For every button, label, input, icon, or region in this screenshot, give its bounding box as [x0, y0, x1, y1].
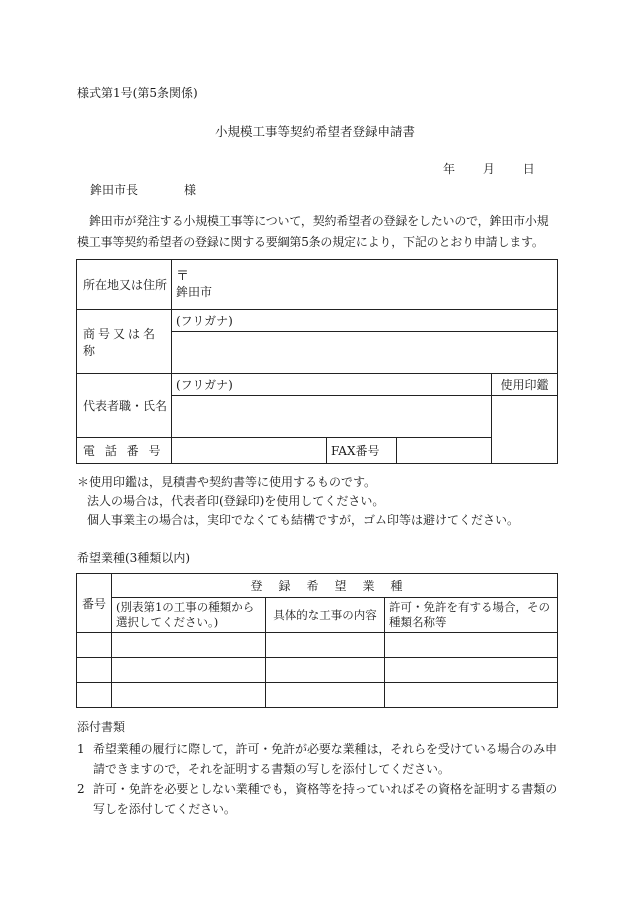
document-title: 小規模工事等契約希望者登録申請書 [214, 124, 415, 139]
date-year: 年 [443, 162, 456, 176]
applicant-table [76, 259, 558, 464]
attachment-text: 許可・免許を必要としない業種でも，資格等を持っていればその資格を証明する書類の写しを添付してください。 [93, 782, 558, 816]
intro-paragraph: 鉾田市が発注する小規模工事等について，契約希望者の登録をしたいので，鉾田市小規模工事等契約希望者の登録に関する要綱第5条の規定により，下記のとおり申請します。 [77, 214, 549, 249]
row-number-cell[interactable] [77, 658, 112, 683]
address-field[interactable] [172, 260, 558, 310]
attachments-title: 添付書類 [77, 720, 126, 734]
note-line: 個人事業主の場合は，実印でなくても結構ですが，ゴム印等は避けてください。 [87, 513, 520, 527]
table-row [77, 658, 558, 683]
address-label: 所在地又は住所 [77, 260, 172, 310]
business-section-label: 希望業種(3種類以内) [77, 551, 190, 565]
attachment-text: 希望業種の履行に際して，許可・免許が必要な業種は，それらを受けている場合のみ申請できますので，それを証明する書類の写しを添付してください。 [93, 742, 557, 776]
phone-field[interactable] [172, 438, 327, 464]
addressee [90, 181, 196, 198]
fax-field[interactable] [397, 438, 492, 464]
attachment-item [77, 779, 559, 819]
row-number-cell[interactable] [77, 683, 112, 708]
date-day: 日 [522, 162, 535, 176]
attachment-number: 2 [77, 782, 85, 796]
rep-name-field[interactable] [172, 396, 492, 438]
business-main-header: 登録希望業種 [112, 574, 558, 598]
license-cell[interactable] [385, 658, 558, 683]
representative-label: 代表者職・氏名 [77, 374, 172, 438]
column-header-content: 具体的な工事の内容 [266, 598, 385, 633]
work-content-cell[interactable] [266, 633, 385, 658]
seal-label: 使用印鑑 [492, 374, 558, 396]
company-label: 商号又は名称 [77, 310, 172, 374]
notes [77, 473, 519, 530]
license-cell[interactable] [385, 683, 558, 708]
work-content-cell[interactable] [266, 658, 385, 683]
addressee-honorific: 様 [184, 183, 197, 197]
work-content-cell[interactable] [266, 683, 385, 708]
company-furigana-field[interactable] [172, 310, 558, 332]
addressee-name: 鉾田市長 [90, 183, 139, 197]
row-number-cell[interactable] [77, 633, 112, 658]
column-header-license: 許可・免許を有する場合，その種類名称等 [385, 598, 558, 633]
rep-furigana-label: (フリガナ) [176, 378, 233, 392]
date-line [443, 160, 535, 177]
postal-mark: 〒 [176, 268, 190, 284]
license-cell[interactable] [385, 633, 558, 658]
note-line: 法人の場合は，代表者印(登録印)を使用してください。 [87, 494, 385, 508]
attachment-item [77, 739, 559, 779]
phone-label: 電 話 番 号 [77, 438, 172, 464]
rep-furigana-field[interactable] [172, 374, 492, 396]
business-type-cell[interactable] [112, 633, 266, 658]
note-line: ＊使用印鑑は，見積書や契約書等に使用するものです。 [77, 475, 377, 489]
company-furigana-label: (フリガナ) [176, 314, 233, 328]
business-type-cell[interactable] [112, 683, 266, 708]
form-number: 様式第1号(第5条関係) [77, 86, 198, 100]
attachment-number: 1 [77, 742, 85, 756]
fax-label: FAX番号 [327, 438, 397, 464]
column-header-type: (別表第1の工事の種類から選択してください。) [112, 598, 266, 633]
business-table [76, 573, 558, 708]
address-value: 鉾田市 [176, 284, 213, 299]
attachments-list [77, 739, 559, 819]
table-row [77, 633, 558, 658]
table-row [77, 683, 558, 708]
seal-field[interactable] [492, 396, 558, 464]
business-type-cell[interactable] [112, 658, 266, 683]
number-header: 番号 [77, 574, 112, 633]
date-month: 月 [482, 162, 495, 176]
company-name-field[interactable] [172, 332, 558, 374]
